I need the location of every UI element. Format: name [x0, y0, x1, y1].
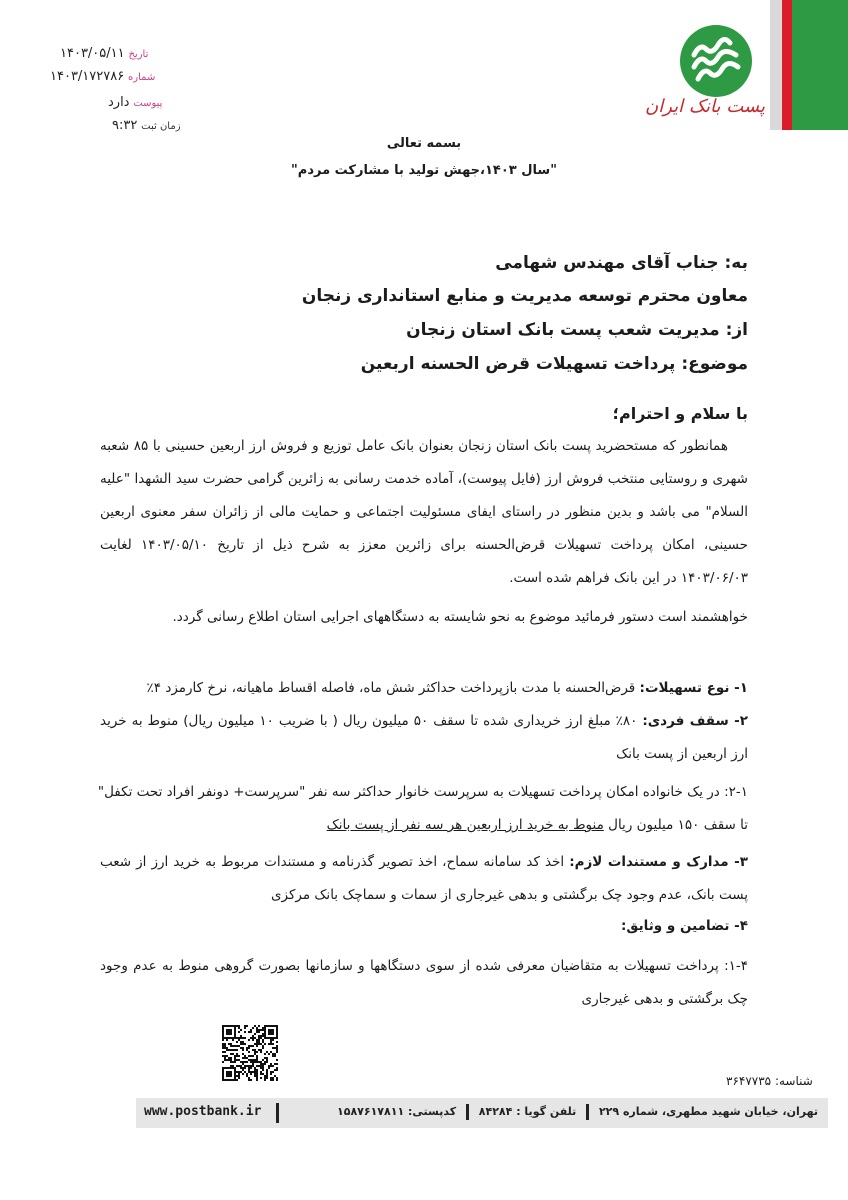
footer-bar — [136, 1098, 828, 1128]
item-2-1-line-a: ۲-۱: در یک خانواده امکان پرداخت تسهیلات به سرپرست خانوار حداکثر سه نفر "سرپرست+ دونفر افراد تحت تکفل" — [97, 784, 748, 800]
footer-postal-code: ۱۵۸۷۶۱۷۸۱۱ — [337, 1105, 405, 1118]
letter-to: به: جناب آقای مهندس شهامی — [495, 253, 748, 273]
meta-attachment-value: دارد — [108, 95, 130, 110]
header-stripe-red — [782, 0, 792, 130]
item-2-1-line-b — [327, 817, 748, 833]
footer-divider — [276, 1103, 279, 1123]
footer-website-link[interactable]: www.postbank.ir — [144, 1104, 262, 1119]
tracking-id — [726, 1074, 813, 1088]
item-3-label: ۳- مدارک و مستندات لازم: — [569, 854, 748, 870]
item-1-label: ۱- نوع تسهیلات: — [639, 680, 748, 696]
body-paragraph-1: همانطور که مستحضرید پست بانک استان زنجان بعنوان بانک عامل توزیع و فروش ارز اربعین حسینی با ۸۵ شعبه شهری و روستایی منتخب فروش ارز (فایل پیوست)، آماده خدمت رسانی به زائرین گرامی حضرت سید الشهدا "علیه السلام" می باشد و بدین منظور در راستای ایفای مسئولیت اجتماعی و حمایت مالی از زائران سفر معنوی اربعین حسینی، امکان پرداخت تسهیلات قرض‌الحسنه برای زائرین معزز به شرح ذیل از تاریخ ۱۴۰۳/۰۵/۱۰ لغایت ۱۴۰۳/۰۶/۰۳ در این بانک فراهم شده است. — [100, 438, 749, 586]
item-4-1: ۱-۴: پرداخت تسهیلات به متقاضیان معرفی شده از سوی دستگاهها و سازمانها بصورت گروهی منوط به عدم وجود چک برگشتی و بدهی غیرجاری — [100, 958, 748, 1007]
item-2-1-underlined: منوط به خرید ارز اربعین هر سه نفر از پست بانک — [326, 817, 604, 833]
item-2-text: ۸۰٪ مبلغ ارز خریداری شده تا سقف ۵۰ میلیون ریال ( با ضریب ۱۰ میلیون ریال) منوط به خرید ارز اربعین از پست بانک — [100, 713, 748, 762]
footer-address: تهران، خیابان شهید مطهری، شماره ۲۲۹ — [598, 1105, 818, 1118]
meta-attachment — [108, 95, 162, 110]
item-2 — [100, 705, 748, 771]
meta-date-label: تاریخ — [128, 49, 149, 60]
header-stripe-green — [792, 0, 848, 130]
meta-date-value: ۱۴۰۳/۰۵/۱۱ — [60, 46, 125, 61]
meta-time — [112, 118, 181, 133]
item-1-text: قرض‌الحسنه با مدت بازپرداخت حداکثر شش ماه، فاصله اقساط ماهیانه، نرخ کارمزد ۴٪ — [146, 680, 640, 696]
footer-ivr: ۸۴۲۸۴ — [478, 1105, 513, 1118]
body-paragraph-2: خواهشمند است دستور فرمائید موضوع به نحو شایسته به دستگاههای اجرایی استان اطلاع رسانی گردد. — [172, 609, 748, 625]
meta-time-label: زمان ثبت — [141, 121, 181, 132]
greeting: با سلام و احترام؛ — [612, 404, 748, 423]
tracking-id-value: ۳۶۴۷۷۳۵ — [726, 1074, 772, 1088]
basmala: بسمه تعالی — [386, 136, 462, 151]
footer-divider — [586, 1104, 589, 1120]
footer-divider — [466, 1104, 469, 1120]
item-3-text: اخذ کد سامانه سماح، اخذ تصویر گذرنامه و مستندات مربوط به خرید ارز از شعب پست بانک، عدم وجود چک برگشتی و بدهی غیرجاری از سمات و سماچک بانک مرکزی — [100, 854, 748, 903]
letter-to-title: معاون محترم توسعه مدیریت و منابع استانداری زنجان — [301, 286, 748, 306]
meta-time-value: ۹:۳۲ — [112, 118, 138, 133]
meta-number — [50, 69, 155, 84]
qr-code-icon — [222, 1025, 278, 1081]
footer-postal-label: کدپستی: — [408, 1105, 457, 1118]
postbank-logo-icon — [680, 25, 752, 97]
item-2-1-plain: تا سقف ۱۵۰ میلیون ریال — [603, 817, 748, 833]
logo-wordmark: پست بانک ایران — [645, 96, 765, 117]
footer-ivr-label: تلفن گویا : — [516, 1105, 577, 1118]
letter-from: از: مدیریت شعب پست بانک استان زنجان — [406, 320, 748, 340]
letter-subject: موضوع: پرداخت تسهیلات قرض الحسنه اربعین — [360, 354, 748, 374]
meta-date — [60, 46, 148, 61]
year-slogan: "سال ۱۴۰۳،جهش تولید با مشارکت مردم" — [291, 163, 557, 178]
item-2-label: ۲- سقف فردی: — [642, 713, 748, 729]
item-3 — [100, 846, 748, 912]
header-stripe-gray — [770, 0, 782, 130]
meta-number-label: شماره — [128, 72, 156, 83]
item-4-label: ۴- تضامین و وثایق: — [621, 918, 748, 934]
meta-attachment-label: پیوست — [133, 98, 163, 109]
meta-number-value: ۱۴۰۳/۱۷۲۷۸۶ — [50, 69, 125, 84]
footer-contact — [337, 1104, 818, 1120]
tracking-id-label: شناسه: — [774, 1074, 813, 1088]
item-1 — [100, 672, 748, 705]
